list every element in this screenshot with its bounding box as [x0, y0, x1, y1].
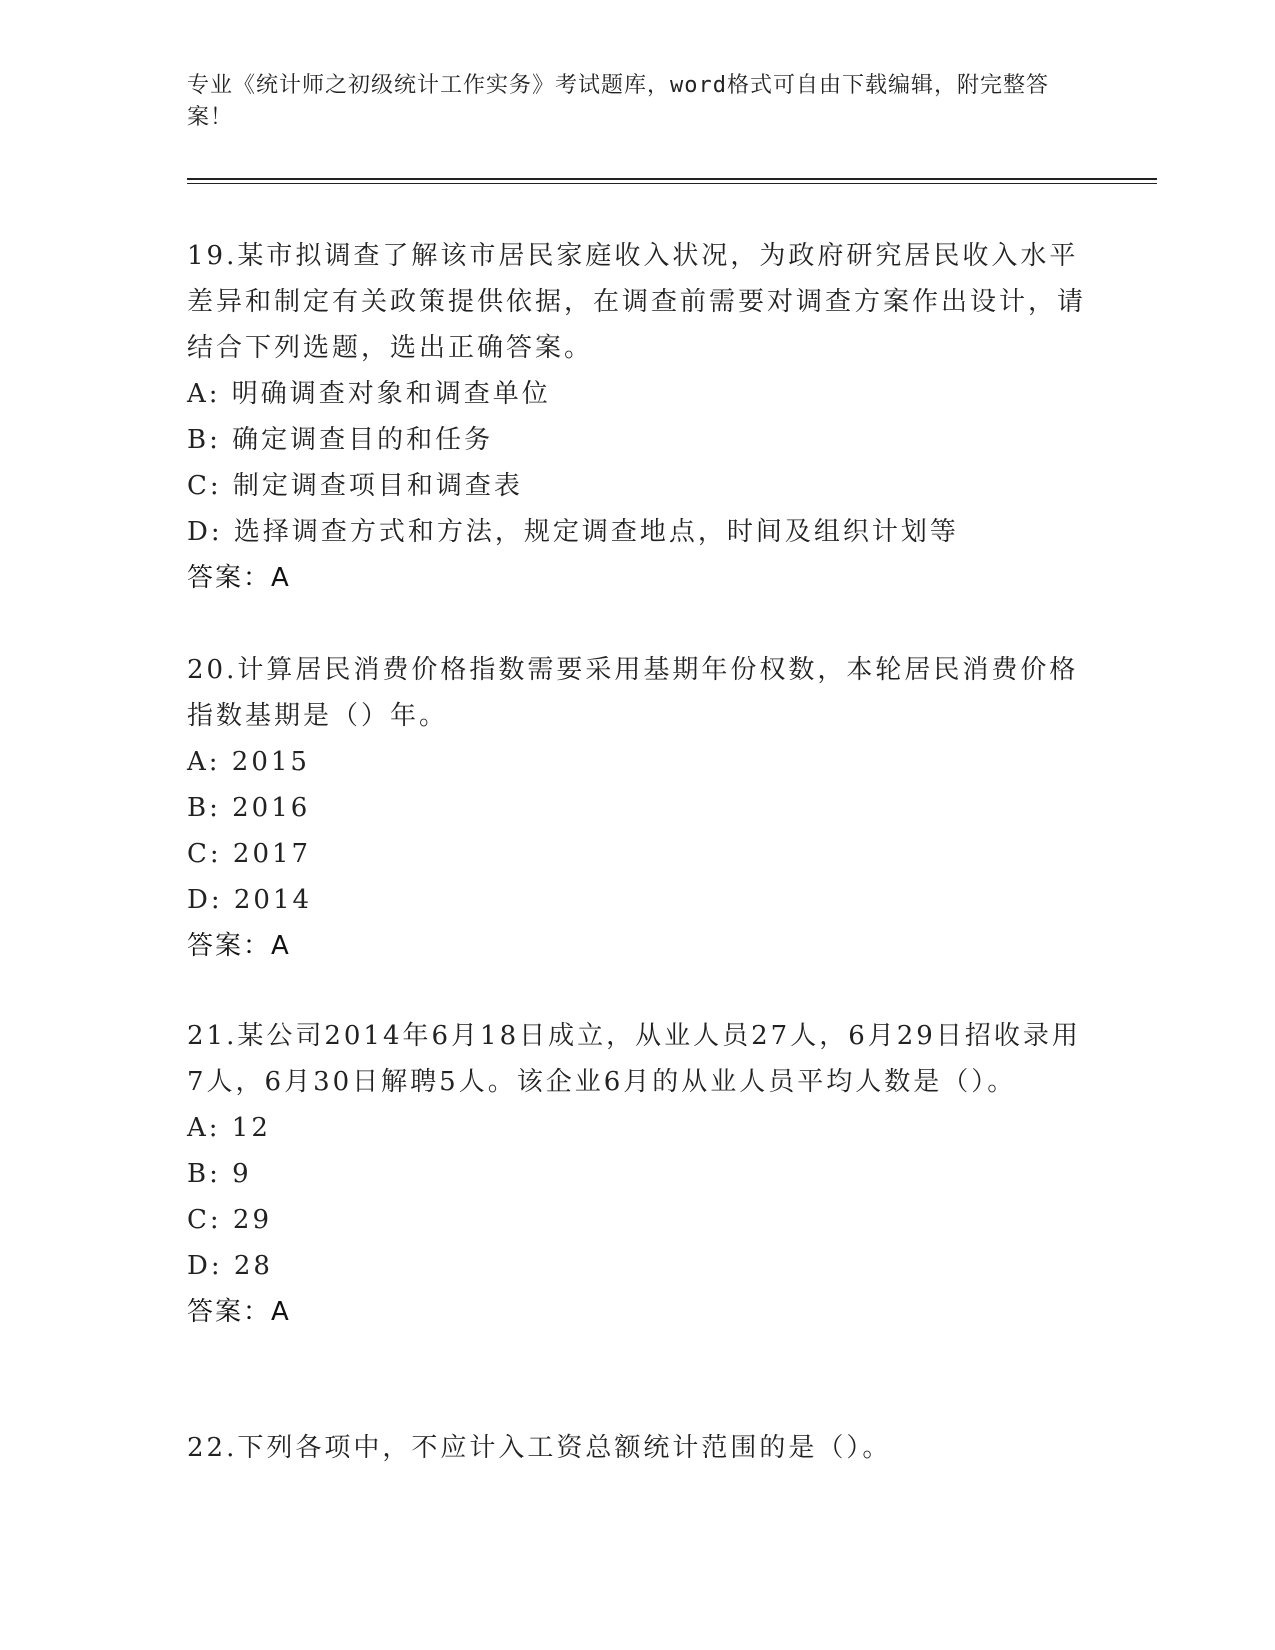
option-d: D: 选择调查方式和方法，规定调查地点，时间及组织计划等 — [187, 517, 959, 547]
question-19 — [187, 233, 1087, 601]
answer-line: 答案：A — [187, 563, 291, 593]
question-stem: 21.某公司2014年6月18日成立，从业人员27人，6月29日招收录用7人，6月30日解聘5人。该企业6月的从业人员平均人数是（）。 — [187, 1021, 1081, 1097]
header-divider-bottom — [187, 183, 1157, 184]
option-b: B: 确定调查目的和任务 — [187, 425, 494, 455]
option-c: C: 制定调查项目和调查表 — [187, 471, 523, 501]
document-header-text: 专业《统计师之初级统计工作实务》考试题库，word格式可自由下载编辑，附完整答案！ — [187, 73, 1049, 130]
question-21 — [187, 1013, 1087, 1335]
option-b: B: 2016 — [187, 793, 311, 823]
question-20 — [187, 647, 1087, 969]
option-c: C: 2017 — [187, 839, 312, 869]
option-b: B: 9 — [187, 1159, 252, 1189]
option-d: D: 28 — [187, 1251, 273, 1281]
option-a: A: 2015 — [187, 747, 310, 777]
question-stem: 20.计算居民消费价格指数需要采用基期年份权数，本轮居民消费价格指数基期是（）年。 — [187, 655, 1079, 731]
option-a: A: 明确调查对象和调查单位 — [187, 379, 551, 409]
question-22 — [187, 1425, 1087, 1471]
option-d: D: 2014 — [187, 885, 313, 915]
answer-line: 答案：A — [187, 1297, 291, 1327]
header-divider-top — [187, 178, 1157, 180]
answer-line: 答案：A — [187, 931, 291, 961]
question-stem: 22.下列各项中，不应计入工资总额统计范围的是（）。 — [187, 1433, 892, 1463]
option-c: C: 29 — [187, 1205, 273, 1235]
question-stem: 19.某市拟调查了解该市居民家庭收入状况，为政府研究居民收入水平差异和制定有关政策提供依据，在调查前需要对调查方案作出设计，请结合下列选题，选出正确答案。 — [187, 241, 1087, 363]
option-a: A: 12 — [187, 1113, 271, 1143]
